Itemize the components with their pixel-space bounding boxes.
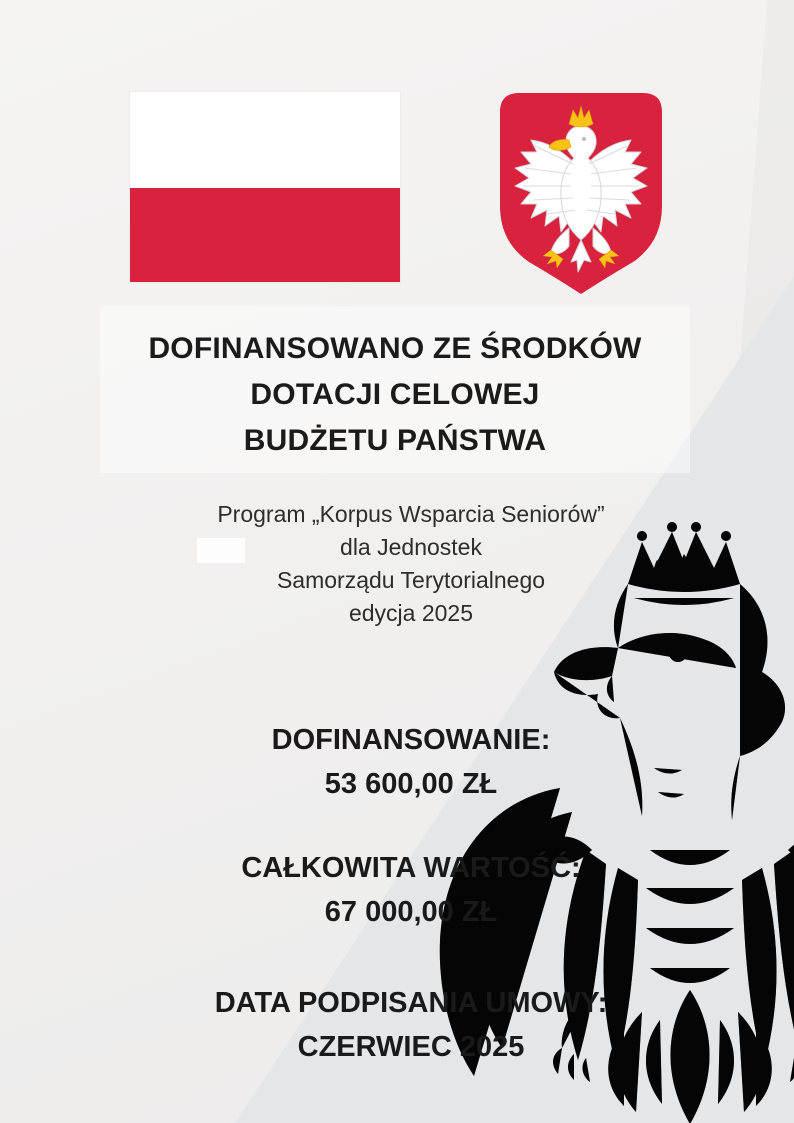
poland-flag-icon bbox=[130, 92, 400, 282]
poland-coat-of-arms-icon bbox=[497, 90, 665, 297]
header-band bbox=[100, 306, 690, 473]
white-patch bbox=[197, 538, 245, 563]
program-line: Program „Korpus Wsparcia Seniorów” bbox=[217, 501, 605, 527]
funding-block bbox=[28, 718, 794, 806]
signing-date-label: DATA PODPISANIA UMOWY: bbox=[214, 987, 608, 1019]
program-description bbox=[28, 498, 794, 630]
total-value-value: 67 000,00 ZŁ bbox=[324, 896, 498, 928]
header-line: BUDŻETU PAŃSTWA bbox=[243, 424, 547, 457]
program-line: edycja 2025 bbox=[348, 600, 474, 626]
funding-label: DOFINANSOWANIE: bbox=[271, 724, 551, 756]
program-line: Samorządu Terytorialnego bbox=[276, 567, 546, 593]
total-value-label: CAŁKOWITA WARTOŚĆ: bbox=[241, 852, 581, 884]
flag-red-stripe bbox=[130, 188, 400, 282]
header-line: DOTACJI CELOWEJ bbox=[250, 378, 540, 411]
total-value-block bbox=[28, 846, 794, 934]
signing-date-block bbox=[28, 981, 794, 1069]
flag-white-stripe bbox=[130, 92, 400, 188]
program-line: dla Jednostek bbox=[340, 534, 482, 560]
signing-date-value: CZERWIEC 2025 bbox=[297, 1031, 525, 1063]
header-line: DOFINANSOWANO ZE ŚRODKÓW bbox=[148, 332, 642, 365]
funding-value: 53 600,00 ZŁ bbox=[324, 768, 498, 800]
